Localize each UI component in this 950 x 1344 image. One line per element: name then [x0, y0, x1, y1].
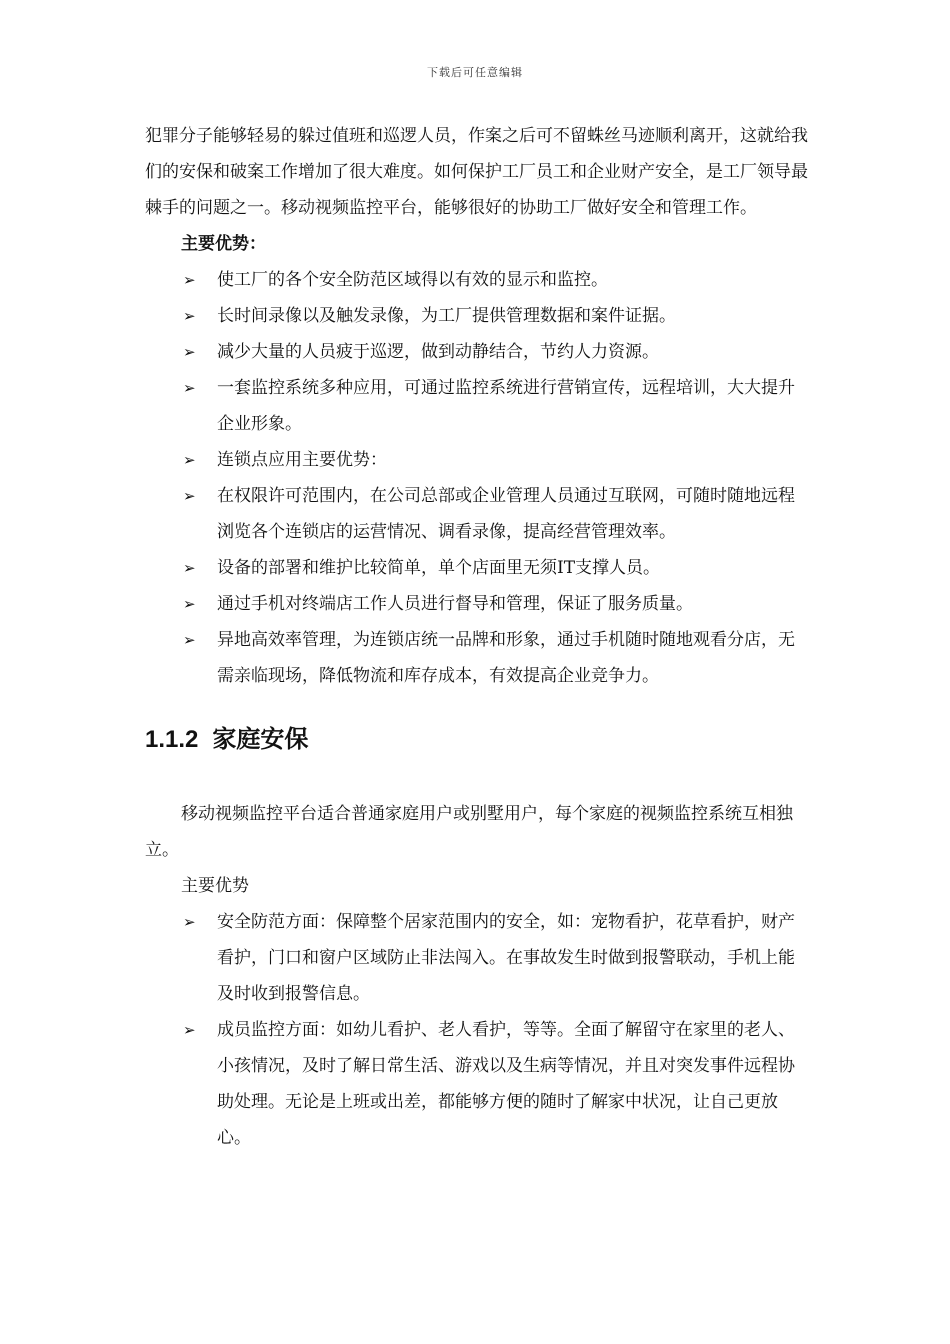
list-item-text: 成员监控方面：如幼儿看护、老人看护，等等。全面了解留守在家里的老人、小孩情况，及时了解日常生活、游戏以及生病等情况，并且对突发事件远程协助处理。无论是上班或出差，都能够方便的随时了解家中状况，让自己更放心。	[217, 1020, 795, 1148]
list-item-text: 连锁点应用主要优势：	[217, 450, 387, 470]
list-item-text: 在权限许可范围内，在公司总部或企业管理人员通过互联网，可随时随地远程浏览各个连锁店的运营情况、调看录像，提高经营管理效率。	[217, 486, 795, 542]
advantages-title: 主要优势：	[181, 234, 266, 254]
list-item-text: 异地高效率管理，为连锁店统一品牌和形象，通过手机随时随地观看分店，无需亲临现场，降低物流和库存成本，有效提高企业竞争力。	[217, 630, 795, 686]
arrow-bullet-icon: ➢	[183, 343, 196, 361]
list-item	[145, 334, 810, 370]
page-header: 下载后可任意编辑	[427, 66, 523, 79]
arrow-bullet-icon: ➢	[183, 271, 196, 289]
arrow-bullet-icon: ➢	[183, 487, 196, 505]
list-item-text: 减少大量的人员疲于巡逻，做到动静结合，节约人力资源。	[217, 342, 659, 362]
advantages-list	[145, 262, 810, 694]
document-body	[145, 118, 810, 1156]
arrow-bullet-icon: ➢	[183, 379, 196, 397]
list-item	[145, 298, 810, 334]
intro-paragraph: 犯罪分子能够轻易的躲过值班和巡逻人员，作案之后可不留蛛丝马迹顺利离开，这就给我们的安保和破案工作增加了很大难度。如何保护工厂员工和企业财产安全，是工厂领导最棘手的问题之一。移动视频监控平台，能够很好的协助工厂做好安全和管理工作。	[145, 126, 808, 218]
list-item-text: 长时间录像以及触发录像，为工厂提供管理数据和案件证据。	[217, 306, 676, 326]
list-item	[145, 904, 810, 1012]
arrow-bullet-icon: ➢	[183, 631, 196, 649]
section-intro-paragraph: 移动视频监控平台适合普通家庭用户或别墅用户，每个家庭的视频监控系统互相独立。	[145, 804, 793, 860]
list-item-text: 设备的部署和维护比较简单，单个店面里无须IT支撑人员。	[217, 558, 661, 578]
list-item	[145, 586, 810, 622]
list-item-text: 一套监控系统多种应用，可通过监控系统进行营销宣传，远程培训，大大提升企业形象。	[217, 378, 795, 434]
list-item	[145, 262, 810, 298]
list-item	[145, 478, 810, 550]
list-item-text: 安全防范方面：保障整个居家范围内的安全，如：宠物看护，花草看护，财产看护，门口和窗户区域防止非法闯入。在事故发生时做到报警联动，手机上能及时收到报警信息。	[217, 912, 795, 1004]
arrow-bullet-icon: ➢	[183, 451, 196, 469]
list-item	[145, 550, 810, 586]
arrow-bullet-icon: ➢	[183, 913, 196, 931]
section-heading	[145, 694, 810, 796]
list-item	[145, 1012, 810, 1156]
arrow-bullet-icon: ➢	[183, 307, 196, 325]
list-item	[145, 622, 810, 694]
list-item-text: 使工厂的各个安全防范区域得以有效的显示和监控。	[217, 270, 608, 290]
arrow-bullet-icon: ➢	[183, 1021, 196, 1039]
list-item	[145, 442, 810, 478]
section-number: 1.1.2	[145, 726, 199, 753]
advantages-title: 主要优势	[181, 876, 249, 896]
arrow-bullet-icon: ➢	[183, 559, 196, 577]
arrow-bullet-icon: ➢	[183, 595, 196, 613]
list-item	[145, 370, 810, 442]
list-item-text: 通过手机对终端店工作人员进行督导和管理，保证了服务质量。	[217, 594, 693, 614]
section-title: 家庭安保	[212, 726, 309, 753]
home-advantages-list	[145, 904, 810, 1156]
